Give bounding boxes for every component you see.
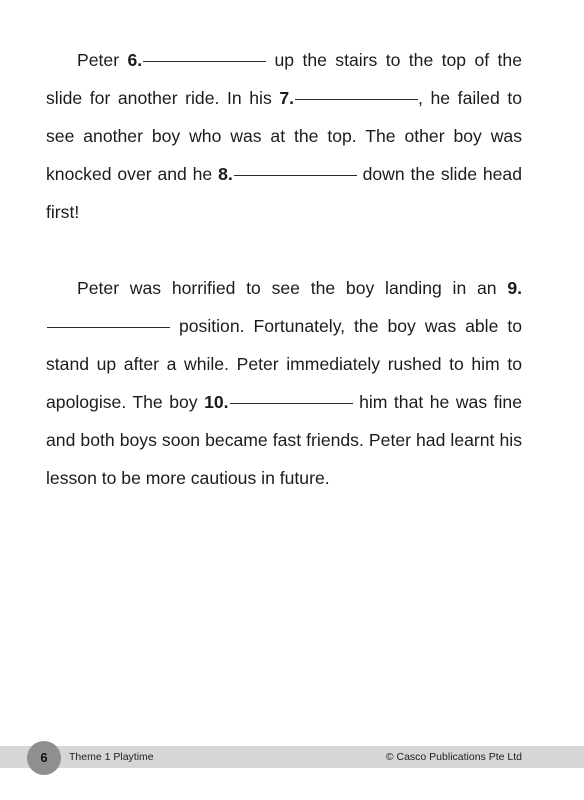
answer-blank-7[interactable] bbox=[295, 99, 418, 100]
answer-blank-10[interactable] bbox=[230, 403, 353, 404]
text: Peter was horrified to see the boy landing in an bbox=[77, 278, 508, 298]
answer-blank-9[interactable] bbox=[47, 327, 170, 328]
question-number-10: 10. bbox=[204, 392, 229, 412]
copyright-text: © Casco Publications Pte Ltd bbox=[385, 751, 522, 763]
question-number-9: 9. bbox=[507, 278, 522, 298]
answer-blank-8[interactable] bbox=[234, 175, 357, 176]
text: up the stairs to the top of the slide for another ride. In his bbox=[46, 50, 522, 108]
question-number-7: 7. bbox=[279, 88, 295, 108]
text: down the slide head first! bbox=[46, 164, 522, 222]
page-number: 6 bbox=[27, 741, 61, 775]
text: position. Fortunately, the boy was able to stand up after a while. Peter immediately rushed to him to apologise. The boy bbox=[46, 316, 522, 412]
paragraph-1 bbox=[46, 41, 522, 231]
question-number-6: 6. bbox=[127, 50, 143, 70]
question-number-8: 8. bbox=[218, 164, 233, 184]
text: , he failed to see another boy who was at the top. The other boy was knocked over and he bbox=[46, 88, 523, 184]
text: Peter bbox=[77, 50, 128, 70]
answer-blank-6[interactable] bbox=[143, 61, 266, 62]
text: him that he was fine and both boys soon became fast friends. Peter had learnt his lesson to be more cautious in future. bbox=[46, 392, 522, 488]
theme-label: Theme 1 Playtime bbox=[69, 751, 154, 763]
paragraph-2 bbox=[46, 269, 522, 497]
